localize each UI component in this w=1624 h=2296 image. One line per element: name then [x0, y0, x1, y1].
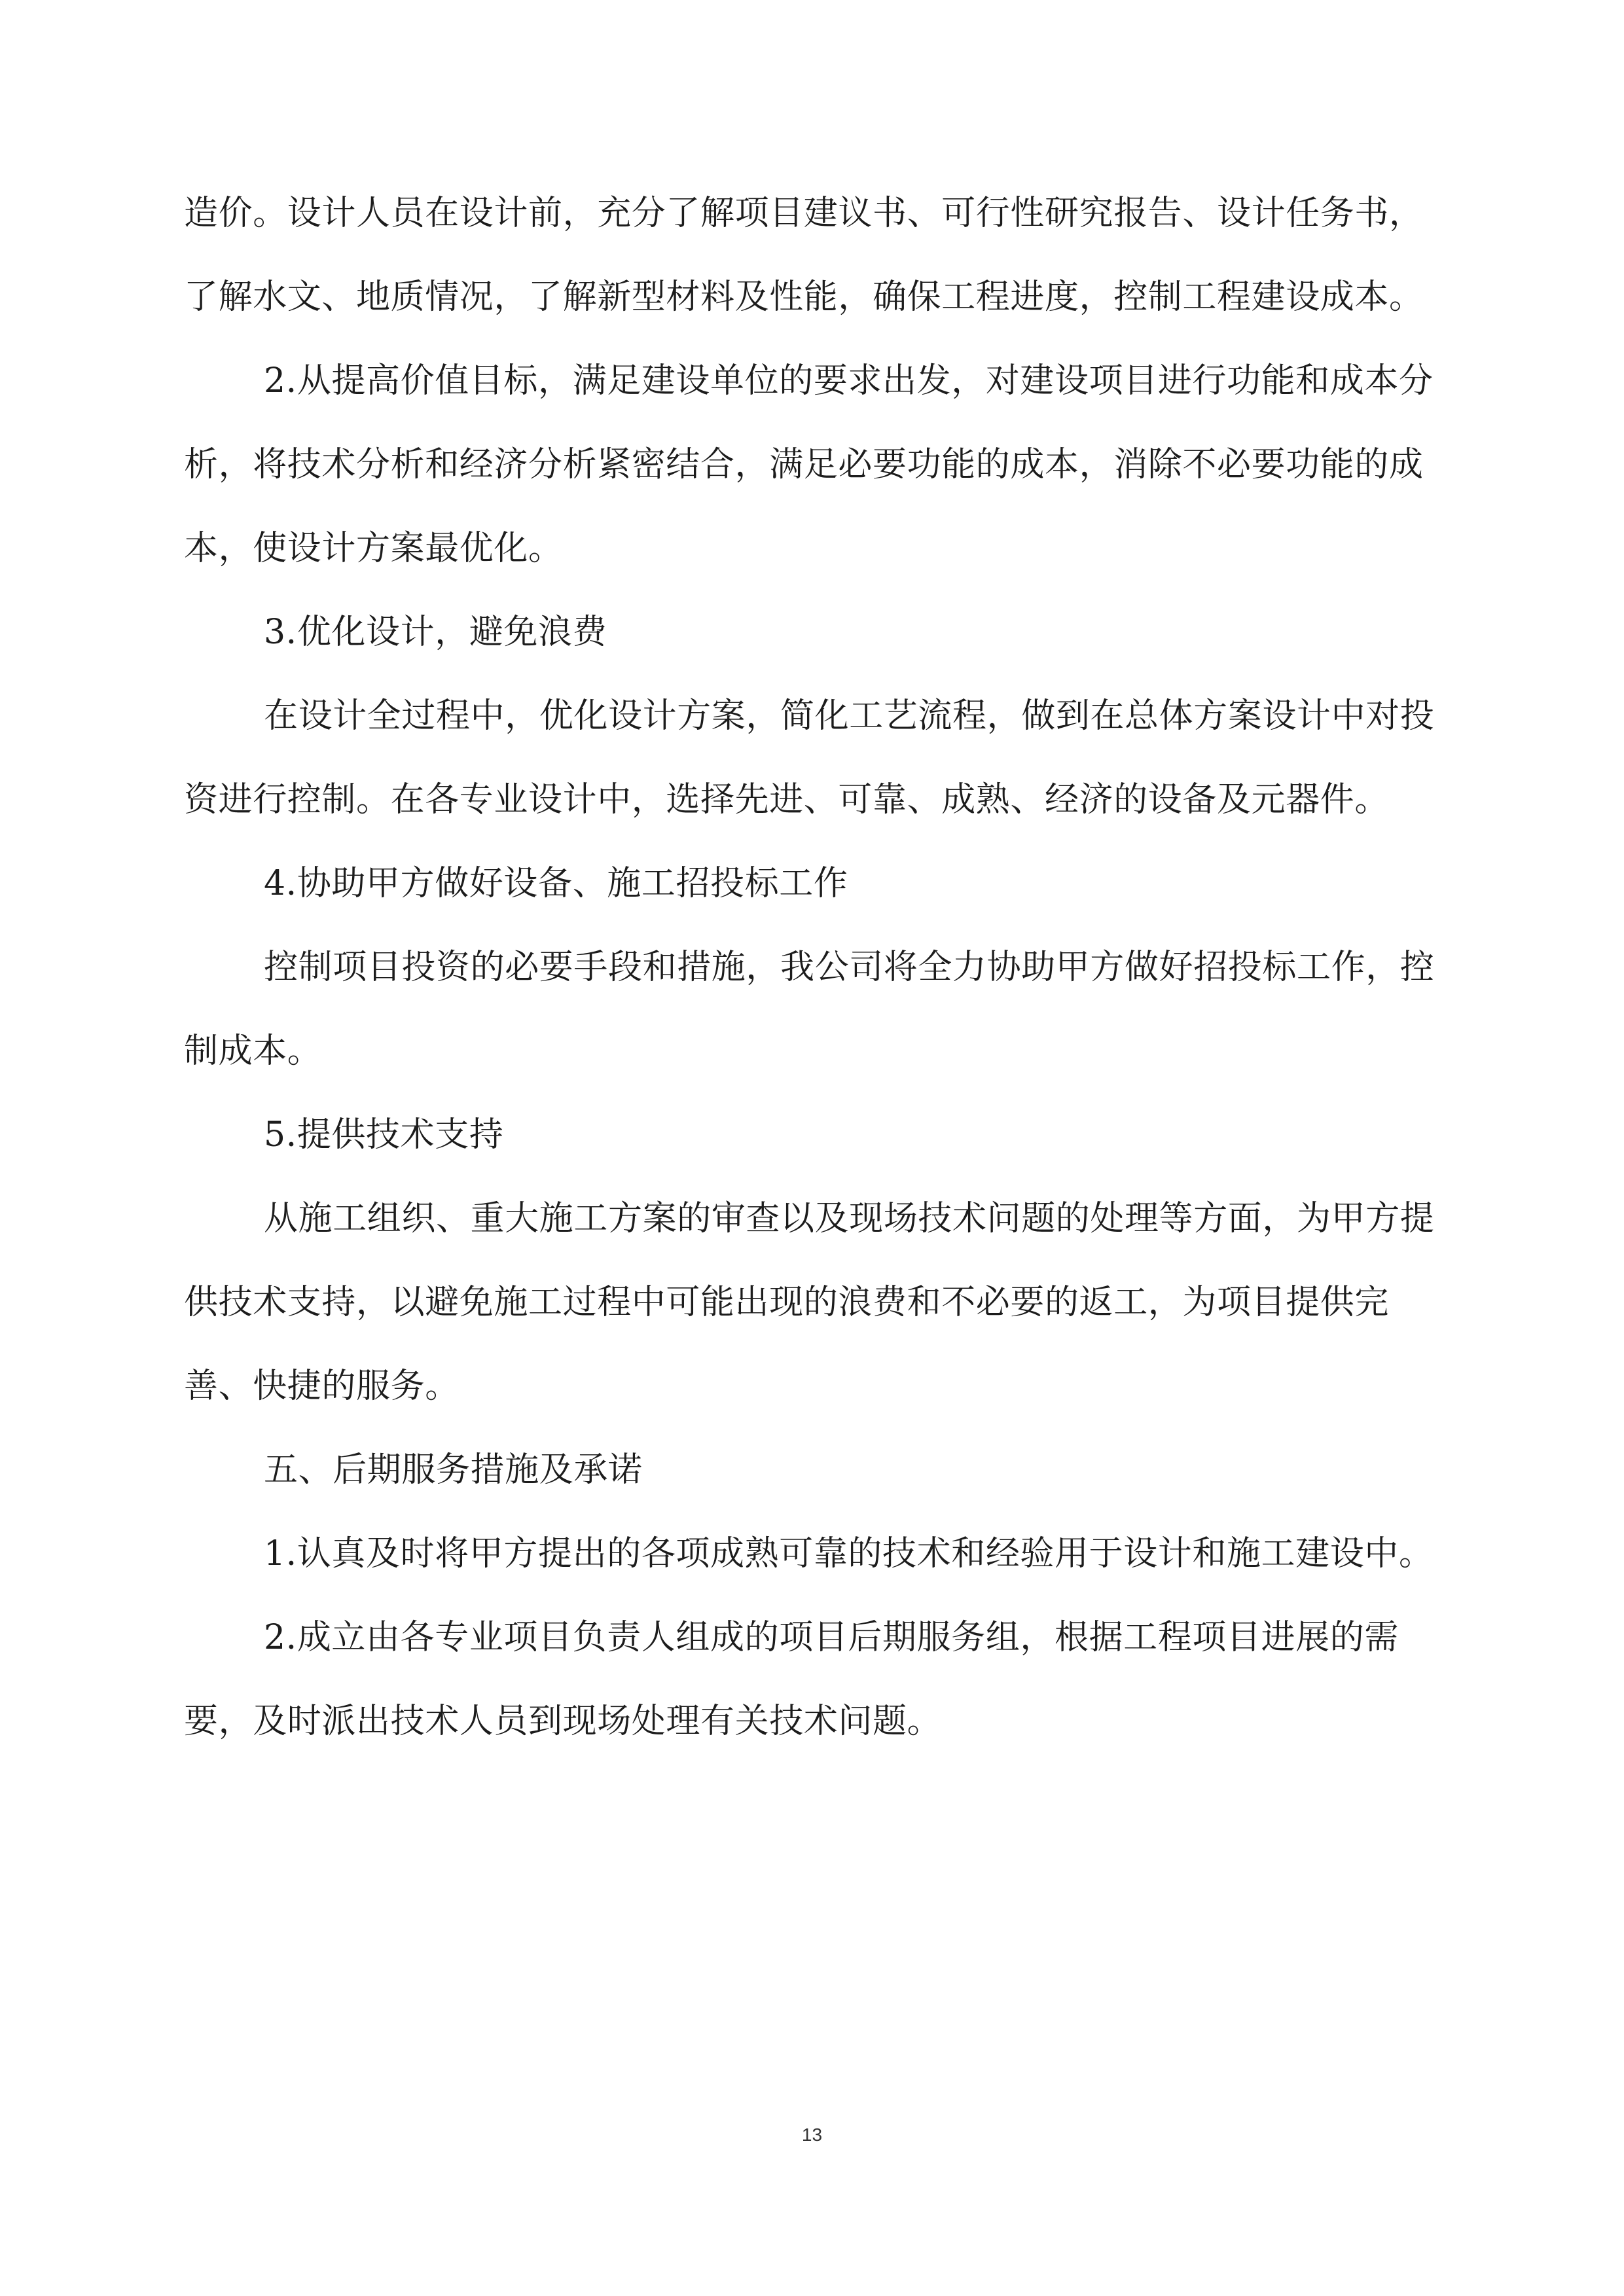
- heading-item-4-bidding-assistance: 4.协助甲方做好设备、施工招投标工作: [264, 864, 848, 903]
- paragraph-after-service-item-1: 1.认真及时将甲方提出的各项成熟可靠的技术和经验用于设计和施工建设中。: [264, 1534, 1434, 1573]
- paragraph-after-service-item-2: 2.成立由各专业项目负责人组成的项目后期服务组，根据工程项目进展的需要，及时派出技术人员到现场处理有关技术问题。: [184, 1618, 1399, 1741]
- paragraph-item-2-value-target: 2.从提高价值目标，满足建设单位的要求出发，对建设项目进行功能和成本分析，将技术分析和经济分析紧密结合，满足必要功能的成本，消除不必要功能的成本，使设计方案最优化。: [184, 361, 1434, 568]
- paragraph-continued-cost-control: 造价。设计人员在设计前，充分了解项目建议书、可行性研究报告、设计任务书，了解水文、地质情况，了解新型材料及性能，确保工程进度，控制工程建设成本。: [184, 194, 1424, 317]
- document-body: [184, 171, 1450, 1763]
- paragraph-technical-support-body: 从施工组织、重大施工方案的审查以及现场技术问题的处理等方面，为甲方提供技术支持，以避免施工过程中可能出现的浪费和不必要的返工，为项目提供完善、快捷的服务。: [184, 1199, 1435, 1406]
- section-heading-after-service: 五、后期服务措施及承诺: [264, 1450, 643, 1490]
- heading-item-5-technical-support: 5.提供技术支持: [264, 1115, 504, 1155]
- heading-item-3-optimize-design: 3.优化设计，避免浪费: [264, 613, 607, 652]
- paragraph-optimize-design-body: 在设计全过程中，优化设计方案，简化工艺流程，做到在总体方案设计中对投资进行控制。在各专业设计中，选择先进、可靠、成熟、经济的设备及元器件。: [184, 696, 1435, 819]
- paragraph-bidding-assistance-body: 控制项目投资的必要手段和措施，我公司将全力协助甲方做好招投标工作，控制成本。: [184, 948, 1435, 1071]
- page-number: 13: [801, 2125, 823, 2145]
